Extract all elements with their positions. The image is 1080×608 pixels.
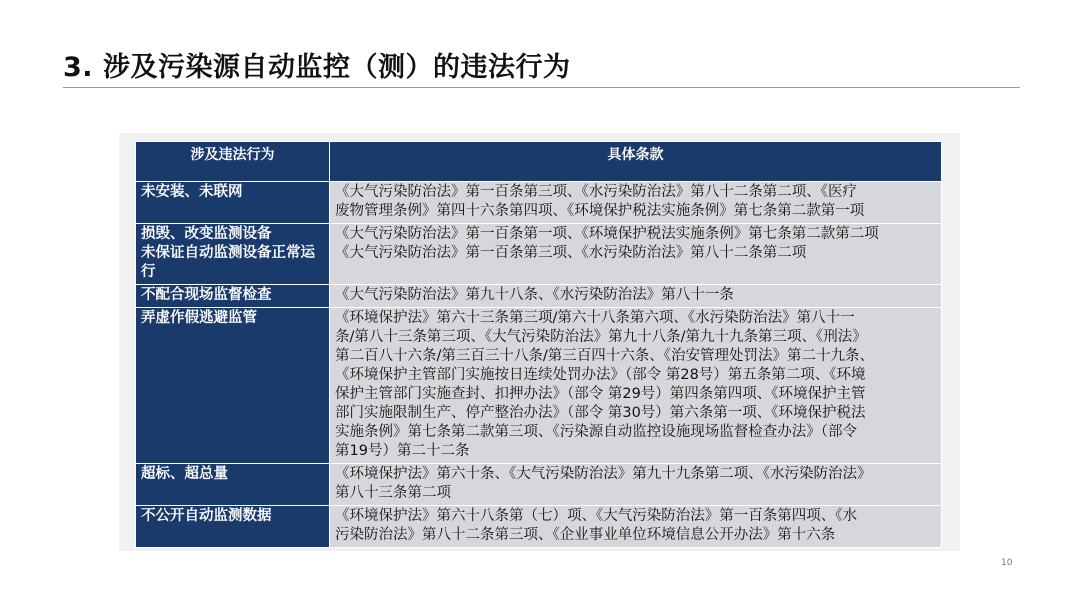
clause-line: 《大气污染防治法》第一百条第一项、《环境保护税法实施条例》第七条第二款第二项	[335, 226, 879, 242]
table-row	[136, 506, 942, 548]
table-header-row	[136, 142, 942, 182]
clause-line: 《环境保护法》第六十条、《大气污染防治法》第九十九条第二项、《水污染防治法》	[335, 466, 872, 482]
slide-title: 3. 涉及污染源自动监控（测）的违法行为	[63, 52, 571, 83]
clause-cell	[330, 308, 942, 464]
behavior-cell	[136, 224, 330, 285]
clause-line: 第八十三条第二项	[335, 485, 451, 501]
clause-cell	[330, 464, 942, 506]
clause-line: 第19号）第二十二条	[335, 443, 470, 459]
behavior-cell	[136, 464, 330, 506]
header-behavior: 涉及违法行为	[136, 142, 330, 182]
clause-line: 污染防治法》第八十二条第三项、《企业事业单位环境信息公开办法》第十六条	[335, 527, 836, 543]
table-row	[136, 182, 942, 224]
header-clauses: 具体条款	[330, 142, 942, 182]
clause-line: 废物管理条例》第四十六条第四项、《环境保护税法实施条例》第七条第二款第一项	[335, 203, 865, 219]
table-row	[136, 224, 942, 285]
clause-line: 《环境保护主管部门实施按日连续处罚办法》（部令 第28号）第五条第二项、《环境	[335, 367, 866, 383]
clause-line: 《环境保护法》第六十八条第（七）项、《大气污染防治法》第一百条第四项、《水	[335, 508, 857, 524]
behavior-label: 未安装、未联网	[141, 184, 243, 200]
table-row	[136, 308, 942, 464]
clause-cell	[330, 285, 942, 308]
behavior-cell	[136, 308, 330, 464]
clause-line: 《环境保护法》第六十三条第三项/第六十八条第六项、《水污染防治法》第八十一	[335, 310, 855, 326]
behavior-cell	[136, 506, 330, 548]
clause-cell	[330, 182, 942, 224]
page-number: 10	[1001, 558, 1013, 568]
violations-table	[135, 141, 942, 548]
behavior-label: 弄虚作假逃避监管	[141, 310, 257, 326]
behavior-label: 不配合现场监督检查	[141, 287, 272, 303]
table-row	[136, 464, 942, 506]
table-row	[136, 285, 942, 308]
clause-cell	[330, 224, 942, 285]
clause-line: 保护主管部门实施查封、扣押办法》（部令 第29号）第四条第四项、《环境保护主管	[335, 386, 866, 402]
clause-cell	[330, 506, 942, 548]
clause-line: 《大气污染防治法》第九十八条、《水污染防治法》第八十一条	[335, 287, 734, 303]
clause-line: 《大气污染防治法》第一百条第三项、《水污染防治法》第八十二条第二项	[335, 245, 807, 261]
behavior-label: 不公开自动监测数据	[141, 508, 272, 524]
behavior-cell	[136, 182, 330, 224]
behavior-label: 损毁、改变监测设备 未保证自动监测设备正常运行	[141, 226, 315, 280]
clause-line: 第二百八十六条/第三百三十八条/第三百四十六条、《治安管理处罚法》第二十九条、	[335, 348, 875, 364]
clause-line: 《大气污染防治法》第一百条第三项、《水污染防治法》第八十二条第二项、《医疗	[335, 184, 857, 200]
clause-line: 实施条例》第七条第二款第三项、《污染源自动监控设施现场监督检查办法》（部令	[335, 424, 857, 440]
behavior-cell	[136, 285, 330, 308]
title-divider	[63, 87, 1020, 88]
behavior-label: 超标、超总量	[141, 466, 228, 482]
clause-line: 部门实施限制生产、停产整治办法》（部令 第30号）第六条第一项、《环境保护税法	[335, 405, 866, 421]
clause-line: 条/第八十三条第三项、《大气污染防治法》第九十八条/第九十九条第三项、《刑法》	[335, 329, 867, 345]
